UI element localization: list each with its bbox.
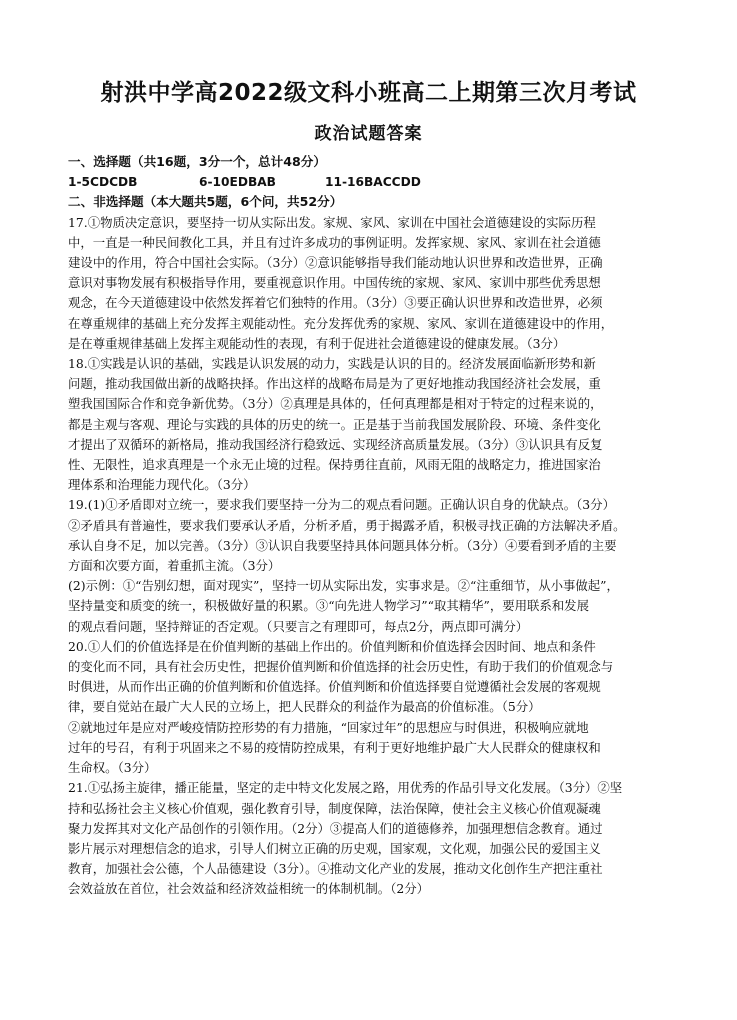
answer-line: 律，要自觉站在最广大人民的立场上，把人民群众的利益作为最高的价值标准。（5分）: [68, 699, 541, 715]
section-heading-choice: 一、选择题（共16题，3分一个，总计48分）: [68, 154, 326, 169]
answer-line: 承认自身不足，加以完善。（3分）③认识自我要坚持具体问题具体分析。（3分）④要看到矛盾的主要: [68, 537, 617, 553]
answer-line: 20.①人们的价值选择是在价值判断的基础上作出的。价值判断和价值选择会因时间、地点和条件: [68, 638, 596, 654]
answer-line: 18.①实践是认识的基础，实践是认识发展的动力，实践是认识的目的。经济发展面临新形势和新: [68, 356, 596, 372]
answer-line: 教育，加强社会公德，个人品德建设（3分）。④推动文化产业的发展，推动文化创作生产把注重社: [68, 861, 603, 877]
answer-line: 性、无限性，追求真理是一个永无止境的过程。保持勇往直前，风雨无阻的战略定力，推进国家治: [68, 457, 601, 473]
answer-line: 生命权。（3分）: [68, 760, 157, 776]
answer-line: 才提出了双循环的新格局，推动我国经济行稳致远、实现经济高质量发展。（3分）③认识具有反复: [68, 436, 603, 452]
answer-line: (2)示例：①“告别幻想，面对现实”，坚持一切从实际出发，实事求是。②“注重细节，从小事做起”，: [68, 578, 619, 594]
answer-line: 中，一直是一种民间教化工具，并且有过许多成功的事例证明。发挥家规、家风、家训在社会道德: [68, 234, 601, 250]
answer-line: 坚持量变和质变的统一，积极做好量的积累。③“向先进人物学习”“取其精华”，要用联系和发展: [68, 598, 589, 614]
answer-line: 意识对事物发展有积极指导作用，要重视意识作用。中国传统的家规、家风、家训中那些优秀思想: [68, 275, 601, 291]
document-title: 射洪中学高2022级文科小班高二上期第三次月考试: [100, 80, 637, 106]
section-heading-nonchoice: 二、非选择题（本大题共5题，6个问，共52分）: [68, 194, 343, 210]
answer-line: 都是主观与客观、理论与实践的具体的历史的统一。正是基于当前我国发展阶段、环境、条件变化: [68, 416, 601, 432]
answer-key-6-10: 6-10EDBAB: [199, 175, 276, 190]
answer-line: 在尊重规律的基础上充分发挥主观能动性。充分发挥优秀的家规、家风、家训在道德建设中的作用，: [68, 315, 614, 331]
answer-key-11-16: 11-16BACCDD: [325, 175, 421, 190]
answer-line: 会效益放在首位，社会效益和经济效益相统一的体制机制。（2分）: [68, 881, 430, 897]
answer-line: 的观点看问题，坚持辩证的否定观。（只要言之有理即可，每点2分，两点即可满分）: [68, 618, 529, 634]
answer-line: 聚力发挥其对文化产品创作的引领作用。（2分）③提高人们的道德修养，加强理想信念教育。通过: [68, 820, 603, 836]
answer-line: 时俱进，从而作出正确的价值判断和价值选择。价值判断和价值选择要自觉遵循社会发展的客观规: [68, 679, 601, 695]
answer-line: 理体系和治理能力现代化。（3分）: [68, 477, 256, 493]
answer-key-1-5: 1-5CDCDB: [68, 175, 138, 190]
answer-line: 是在尊重规律基础上发挥主观能动性的表现，有利于促进社会道德建设的健康发展。（3分）: [68, 335, 566, 351]
answer-line: 的变化而不同，具有社会历史性，把握价值判断和价值选择的社会历史性，有助于我们的价值观念与: [68, 659, 614, 675]
answer-line: 影片展示对理想信念的追求，引导人们树立正确的历史观，国家观，文化观，加强公民的爱国主义: [68, 840, 601, 856]
answer-line: 17.①物质决定意识，要坚持一切从实际出发。家规、家风、家训在中国社会道德建设的实际历程: [68, 214, 596, 230]
answer-line: 19.(1)①矛盾即对立统一，要求我们要坚持一分为二的观点看问题。正确认识自身的优缺点。（3分）: [68, 497, 615, 513]
answer-body: [68, 152, 678, 900]
answer-line: 问题，推动我国做出新的战略抉择。作出这样的战略布局是为了更好地推动我国经济社会发展，重: [68, 376, 601, 392]
answer-line: 塑我国国际合作和竞争新优势。（3分）②真理是具体的，任何真理都是相对于特定的过程来说的，: [68, 396, 603, 412]
answer-line: 过年的号召，有利于巩固来之不易的疫情防控成果，有利于更好地维护最广大人民群众的健康权和: [68, 739, 601, 755]
answer-line: 方面和次要方面，着重抓主流。（3分）: [68, 558, 281, 574]
answer-line: 21.①弘扬主旋律，播正能量，坚定的走中特文化发展之路，用优秀的作品引导文化发展。（3分）②坚: [68, 780, 623, 796]
answer-line: ②矛盾具有普遍性，要求我们要承认矛盾，分析矛盾，勇于揭露矛盾，积极寻找正确的方法解决矛盾。: [68, 517, 626, 533]
answer-key-row: [68, 172, 678, 192]
answer-line: 建设中的作用，符合中国社会实际。（3分）②意识能够指导我们能动地认识世界和改造世界，正确: [68, 255, 603, 271]
answer-line: ②就地过年是应对严峻疫情防控形势的有力措施，“回家过年”的思想应与时俱进，积极响应就地: [68, 719, 589, 735]
answer-line: 观念，在今天道德建设中依然发挥着它们独特的作用。（3分）③要正确认识世界和改造世界，必须: [68, 295, 603, 311]
answer-line: 持和弘扬社会主义核心价值观，强化教育引导，制度保障，法治保障，使社会主义核心价值观凝魂: [68, 800, 601, 816]
document-subtitle: 政治试题答案: [314, 124, 423, 144]
